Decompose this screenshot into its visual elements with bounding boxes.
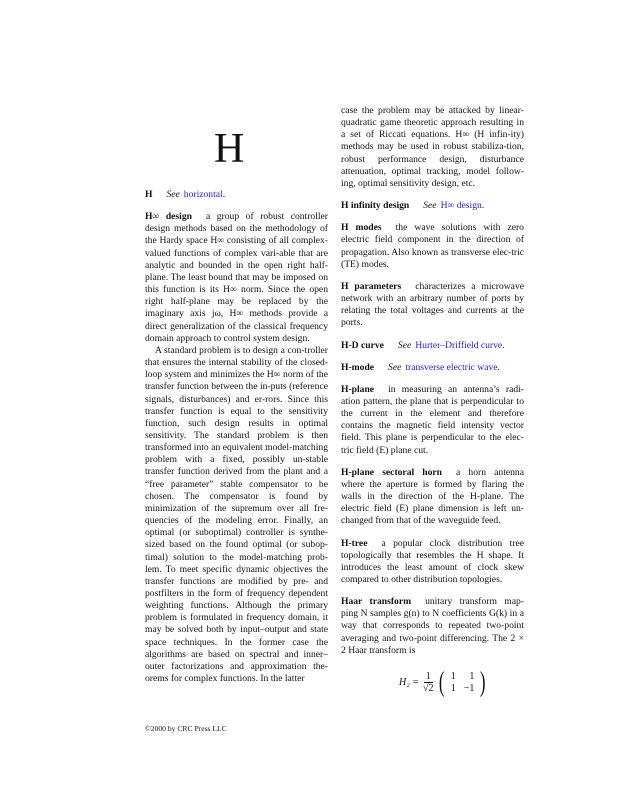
entry-hinf-design bbox=[145, 211, 328, 685]
link-horizontal[interactable]: horizontal bbox=[183, 189, 223, 200]
entry-term: H-D curve bbox=[341, 339, 384, 351]
entry-term: H-tree bbox=[341, 537, 368, 549]
entry-h bbox=[145, 189, 328, 201]
entry-term: H-plane bbox=[341, 383, 375, 395]
entry-term: H bbox=[145, 189, 153, 200]
entry-text: a popular clock distribution tree topologically that resembles the H shape. It introduces the least amount of clock skew compared to other distribution topologies. bbox=[341, 537, 524, 585]
entry-h-infinity-design bbox=[341, 200, 524, 212]
period: . bbox=[502, 339, 505, 351]
entry-h-plane bbox=[341, 384, 524, 457]
period: . bbox=[481, 200, 485, 212]
entry-h-parameters bbox=[341, 281, 524, 330]
link-hurter-driffield[interactable]: Hurter–Driffield curve bbox=[415, 339, 503, 351]
see-label: See bbox=[397, 339, 412, 351]
entry-hinf-design-continued: case the problem may be attacked by linear-quadratic game theoretic approach resulting in a set of Riccati equations. H∞ (H infin-ity) methods may be used in robust stabiliza-tion, robust performance design, disturbance attenuation, optimal tracking, model follow-ing, optimal sensitivity design, etc. bbox=[341, 105, 524, 189]
entry-term: H parameters bbox=[341, 280, 402, 292]
entry-text: in measuring an antenna’s radi-ation pattern, the plane that is perpendicular to the current in the element and therefore contains the magnetic field intensity vector field. This plane is perpendicular to the elec-tric field (E) plane cut. bbox=[341, 383, 524, 456]
matrix-cell: 1 bbox=[450, 682, 456, 694]
copyright-footer: ©2000 by CRC Press LLC bbox=[145, 724, 227, 733]
left-column bbox=[145, 189, 328, 685]
entry-text-continued: A standard problem is to design a con-troller that ensures the internal stability of the closed-loop system and minimizes the H∞ norm of the transfer function between the in-puts (reference signals, disturbances) and er-rors. Since this transfer function is equal to the sensitivity function, such design results in optimal sensitivity. The standard problem is then transformed into an equivalent model-matching problem with a fixed, possibly un-stable transfer function derived from the plant and a “free parameter” stable compensator to be chosen. The compensator is found by minimization of the supremum over all fre-quencies of the modeling error. Finally, an optimal (or suboptimal) controller is synthe-sized based on the found optimal (or subop-timal) solution to the model-matching prob-lem. To meet specific dynamic objectives the transfer functions are modified by pre- and postfilters in the form of frequency dependent weighting functions. Although the primary problem is formulated in frequency domain, it may be solved both by input–output and state space techniques. In the former case the algorithms are based on spectral and inner–outer factorizations and approximation the-orems for complex functions. In the latter bbox=[145, 344, 328, 685]
entry-text: a horn antenna where the aperture is formed by flaring the walls in the direction of the H-plane. The electric field (E) plane dimension is left un-changed from that of the waveguide feed. bbox=[341, 466, 524, 527]
formula-lhs: H₂ = bbox=[399, 676, 419, 688]
matrix bbox=[451, 671, 475, 695]
fraction-denominator: √2 bbox=[422, 683, 434, 695]
fraction-numerator: 1 bbox=[425, 671, 431, 683]
right-column bbox=[341, 105, 524, 697]
link-transverse-electric-wave[interactable]: transverse electric wave bbox=[405, 361, 498, 373]
entry-text: a group of robust controller design methods based on the methodology of the Hardy space H∞ consisting of all complex-valued functions of complex vari-able that are analytic and bounded in the open right half-plane. The least bound that may be imposed on this function is its H∞ norm. Since the open right half-plane may be replaced by the imaginary axis jω, H∞ methods provide a direct generalization of the classical frequency domain approach to control system design. bbox=[145, 211, 328, 344]
entry-text: unitary transform map-ping N samples g(n) to N coefficients G(k) in a way that corresponds to repeated two-point averaging and two-point differencing. The 2 × 2 Haar transform is bbox=[341, 596, 524, 656]
period: . bbox=[222, 189, 226, 200]
entry-h-mode bbox=[341, 362, 524, 374]
entry-h-modes bbox=[341, 222, 524, 271]
entry-term: H infinity design bbox=[341, 200, 410, 212]
section-letter: H bbox=[214, 126, 245, 172]
entry-term: H∞ design bbox=[145, 211, 192, 223]
see-label: See bbox=[423, 200, 437, 212]
entry-haar-transform bbox=[341, 596, 524, 657]
left-paren: ( bbox=[439, 666, 445, 698]
entry-h-plane-sectoral-horn bbox=[341, 467, 524, 528]
entry-hd-curve bbox=[341, 340, 524, 352]
haar-formula bbox=[399, 666, 524, 698]
period: . bbox=[497, 361, 500, 373]
right-paren: ) bbox=[480, 666, 486, 698]
see-label: See bbox=[166, 189, 180, 200]
fraction bbox=[423, 671, 434, 694]
entry-term: Haar transform bbox=[341, 596, 412, 608]
matrix-cell: 1 bbox=[469, 670, 475, 682]
entry-term: H-mode bbox=[341, 361, 375, 373]
link-hinf-design[interactable]: H∞ design bbox=[440, 200, 482, 212]
matrix-cell: −1 bbox=[463, 682, 475, 694]
entry-term: H modes bbox=[341, 222, 382, 234]
entry-term: H-plane sectoral horn bbox=[341, 466, 443, 478]
entry-text: the wave solutions with zero electric field component in the direction of propagation. Also known as transverse elec-tric (TE) modes. bbox=[341, 222, 524, 270]
entry-text: characterizes a microwave network with an arbitrary number of ports by relating the total voltages and currents at the ports. bbox=[341, 280, 524, 329]
see-label: See bbox=[388, 361, 402, 373]
entry-h-tree bbox=[341, 538, 524, 587]
matrix-cell: 1 bbox=[450, 670, 456, 682]
